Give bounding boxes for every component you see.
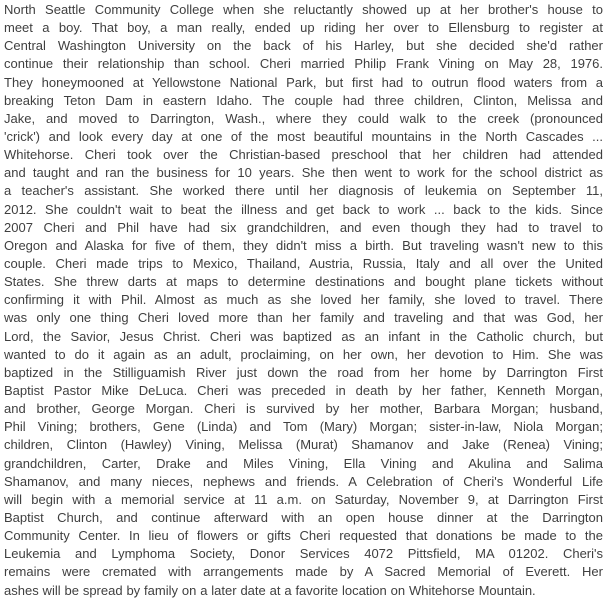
text-line: wanted to do it again as an adult, proclaiming, on her own, her devotion to Him. She was bbox=[4, 346, 603, 362]
text-line: will begin with a memorial service at 11 a.m. on Saturday, November 9, at Darrington First bbox=[4, 491, 603, 507]
text-line: remains were cremated with arrangements made by A Sacred Memorial of Everett. Her bbox=[4, 564, 603, 580]
text-line: Oregon and Alaska for five of them, they didn't miss a birth. But traveling wasn't new to this bbox=[4, 237, 603, 253]
text-line: was only one thing Cheri loved more than her family and traveling and that was God, her bbox=[4, 310, 603, 326]
text-line: Lord, the Savior, Jesus Christ. Cheri was baptized as an infant in the Catholic church, but bbox=[4, 328, 603, 344]
text-line: couple. Cheri made trips to Mexico, Thailand, Austria, Russia, Italy and all over the United bbox=[4, 255, 603, 271]
text-line: Phil Vining; brothers, Gene (Linda) and Tom (Mary) Morgan; sister-in-law, Niola Morgan; bbox=[4, 419, 603, 435]
text-line: Jake, and moved to Darrington, Wash., where they could walk to the creek (pronounced bbox=[4, 110, 603, 126]
text-line: Baptist Pastor Mike DeLuca. Cheri was preceded in death by her father, Kenneth Morgan, bbox=[4, 382, 603, 398]
text-line: Community Center. In lieu of flowers or gifts Cheri requested that donations be made to the bbox=[4, 528, 603, 544]
text-line: Leukemia and Lymphoma Society, Donor Services 4072 Pittsfield, MA 01202. Cheri's bbox=[4, 546, 603, 562]
text-line: and brother, George Morgan. Cheri is survived by her mother, Barbara Morgan; husband, bbox=[4, 401, 603, 417]
text-line: They honeymooned at Yellowstone National Park, but first had to outrun flood waters from a bbox=[4, 74, 603, 90]
text-line: continue their relationship than school. Cheri married Philip Frank Vining on May 28, 1976. bbox=[4, 56, 603, 72]
text-line: children, Clinton (Hawley) Vining, Melissa (Murat) Shamanov and Jake (Renea) Vining; bbox=[4, 437, 603, 453]
text-line: Central Washington University on the back of his Harley, but she decided she'd rather bbox=[4, 38, 603, 54]
text-line: confirming it with Phil. Almost as much as she loved her family, she loved to travel. There bbox=[4, 292, 603, 308]
text-line: Shamanov, and many nieces, nephews and friends. A Celebration of Cheri's Wonderful Life bbox=[4, 473, 603, 489]
text-line: grandchildren, Carter, Drake and Miles Vining, Ella Vining and Akulina and Salima bbox=[4, 455, 603, 471]
text-line: Baptist Church, and continue afterward with an open house dinner at the Darrington bbox=[4, 509, 603, 525]
text-line: breaking Teton Dam in eastern Idaho. The couple had three children, Clinton, Melissa and bbox=[4, 92, 603, 108]
text-line: meet a boy. That boy, a man really, ended up riding her over to Ellensburg to register at bbox=[4, 20, 603, 36]
text-line: North Seattle Community College when she reluctantly showed up at her brother's house to bbox=[4, 2, 603, 17]
text-line: Whitehorse. Cheri took over the Christian-based preschool that her children had attended bbox=[4, 147, 603, 163]
text-line: ashes will be spread by family on a later date at a favorite location on Whitehorse Mountain. bbox=[4, 582, 536, 598]
text-line: 'crick') and look every day at one of the most beautiful mountains in the North Cascades ... bbox=[4, 128, 603, 144]
text-line: and taught and ran the business for 10 years. She then went to work for the school district as bbox=[4, 165, 603, 181]
text-line: a teacher's assistant. She worked there until her diagnosis of leukemia on September 11, bbox=[4, 183, 603, 199]
text-line: 2012. She couldn't wait to beat the illness and get back to work ... back to the kids. Since bbox=[4, 201, 603, 217]
text-line: baptized in the Stilliguamish River just down the road from her home by Darrington First bbox=[4, 364, 603, 380]
text-line: 2007 Cheri and Phil have had six grandchildren, and even though they had to travel to bbox=[4, 219, 603, 235]
text-line: States. She threw darts at maps to determine destinations and bought plane tickets without bbox=[4, 274, 603, 290]
